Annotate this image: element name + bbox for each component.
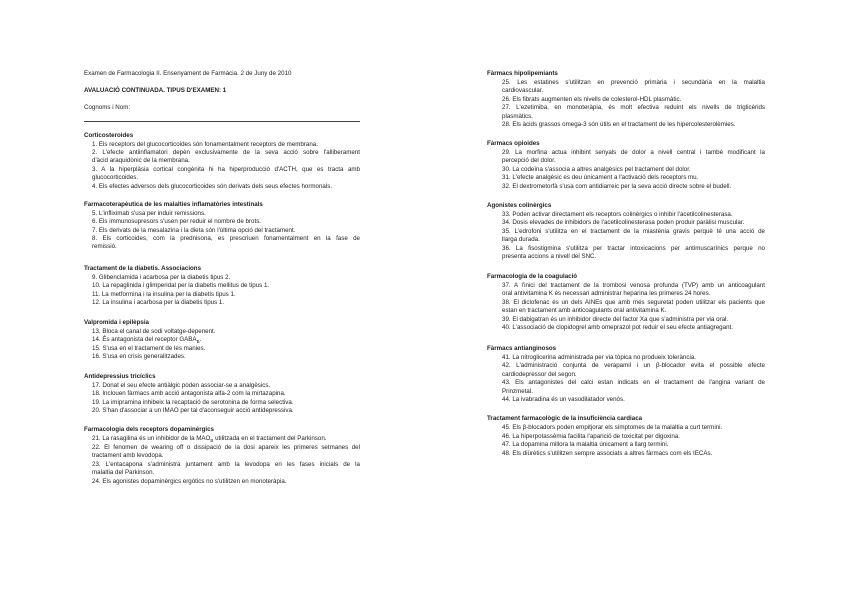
question-38-cont: estan en tractament amb anticoagulants oral antivitamina K. xyxy=(502,307,667,314)
question-21: 21. La rasagilina és un inhibidor de la $MAO_B$ utilitzada en el tractament del Parkinson. xyxy=(92,435,327,444)
section-title-opioides: Fàrmacs opioides xyxy=(487,140,540,147)
question-22-cont: tractament amb levodopa. xyxy=(92,452,164,459)
question-22: 22. El fenomen de wearing off o dissipació de la dosi apareix les primeres setmanes del xyxy=(92,444,360,451)
question-25: 25. Les estatines s'utilitzan en prevenció primària i secundària en la malaltia xyxy=(502,79,765,86)
question-35-cont: llarga durada. xyxy=(502,236,540,243)
section-title-corticosteroides: Corticosteroides xyxy=(84,132,134,139)
question-26: 26. Els fibrats augmenten els nivells de colesterol-HDL plasmàtic. xyxy=(502,96,682,103)
question-4: 4. Els efectes adversos dels glucocorticoides són derivats dels seus efectes hormonals. xyxy=(92,183,333,190)
question-36-cont: presenta accions a nivell del SNC. xyxy=(502,253,597,260)
question-31: 31. L'efecte analgèsic es deu únicament a l'activació dels receptors mu. xyxy=(502,174,699,181)
question-8-cont: remissió. xyxy=(92,243,117,250)
question-33: 33. Poden activar directament els receptors colinèrgics o inhibir l'acetilcolinesterasa. xyxy=(502,211,733,218)
question-18: 18. Inclouen fàrmacs amb acció antagonista alfa-2 com la mirtazapina. xyxy=(92,390,286,397)
question-1: 1. Els receptors del glucocorticoides són fonamentalment receptors de membrana. xyxy=(92,141,318,148)
evaluation-type: AVALUACIÓ CONTINUADA. TIPUS D'EXAMEN: 1 xyxy=(84,87,227,94)
question-37-cont: oral antivitamina K és necessari administrar heparina les primeres 24 hores. xyxy=(502,290,711,297)
name-label: Cognoms i Nom: xyxy=(84,104,131,111)
question-5: 5. L'infliximab s'usa per induir remissions. xyxy=(92,210,206,217)
section-title-coagulacio: Farmacologia de la coagulació xyxy=(487,273,578,280)
question-34: 34. Dosis elevades de inhibidors de l'acetilcolinesterasa poden produir paràlisi muscular. xyxy=(502,219,745,226)
question-3-cont: glucocorticoides. xyxy=(92,174,139,181)
question-24: 24. Els agonistes dopaminèrgics ergòtics no s'utilitzen en monoteràpia. xyxy=(92,478,287,485)
question-9: 9. Glibenclamida i acarbosa per la diabetis tipus 2. xyxy=(92,274,231,281)
question-8: 8. Els corticoides, com la prednisona, es prescriuen fonamentalment en la fase de xyxy=(92,235,360,242)
question-47: 47. La dopamina millora la malaltia únicament a llarg termini. xyxy=(502,441,669,448)
question-7: 7. Els derivats de la mesalazina i la dieta són l'última opció del tractament. xyxy=(92,227,296,234)
question-11: 11. La metformina i la insulina per la diabetis tipus 1. xyxy=(92,291,236,298)
question-23: 23. L'entacapona s'administra juntament amb la levodopa en les fases inicials de la xyxy=(92,461,360,468)
question-3: 3. A la hiperplàsia cortical congènita hi ha hiperproducció d'ACTH, que es tracta amb xyxy=(92,166,360,173)
section-title-antidepressius: Antidepressius tricíclics xyxy=(84,373,156,380)
question-14: 14. És antagonista del receptor $GABA_B$. xyxy=(92,336,202,345)
question-37: 37. A l'inici del tractament de la trombosi venosa profunda (TVP) amb un anticoagulant xyxy=(502,282,765,289)
question-42: 42. L'administració conjunta de verapamil i un β-blocador evita el possible efecte xyxy=(502,362,765,369)
question-16: 16. S'usa en crisis generalitzades. xyxy=(92,353,186,360)
question-2: 2. L'efecte antiinflamatori depèn exclusivamente de la seva acció sobre l'alliberament xyxy=(92,149,360,156)
section-title-diabetis: Tractament de la diabetis. Associacions xyxy=(84,265,202,272)
question-36: 36. La fisostigmina s'utilitza per tractar intoxicacions per antimuscarínics perque no xyxy=(502,245,765,252)
question-10: 10. La repaglinida i glimperidal per la diabetis mellitus de tipus 1. xyxy=(92,282,270,289)
question-13: 13. Bloca el canal de sodi voltatge-depenent. xyxy=(92,328,216,335)
question-27-cont: plasmàtics. xyxy=(502,113,533,120)
exam-header-line: Examen de Farmacologia II. Ensenyament de Farmàcia. 2 de Juny de 2010 xyxy=(84,70,292,77)
question-17: 17. Donat el seu efecte antiàlgic poden associar-se a analgèsics. xyxy=(92,382,271,389)
question-2-cont: d'àcid araquidònic de la membrana. xyxy=(92,157,190,164)
section-title-valpromida: Valpromida i epilèpsia xyxy=(84,319,149,326)
section-title-dopaminergics: Farmacologia dels receptors dopaminèrgics xyxy=(84,426,214,433)
question-6: 6. Els immunosupresors s'usen per reduir el nombre de brots. xyxy=(92,218,262,225)
question-40: 40. L'associació de clopidogrel amb omeprazol pot reduir el seu efecte antiagregant. xyxy=(502,324,733,331)
section-title-insuficiencia-cardiaca: Tractament farmacològic de la insuficiència cardiaca xyxy=(487,415,643,422)
question-32: 32. El dextrometorfà s'usa com antidiarreic per la seva acció directe sobre el budell. xyxy=(502,183,732,190)
question-19: 19. La imipramina inhibeix la recaptació de serotonina de forma selectiva. xyxy=(92,399,294,406)
question-29: 29. La morfina actua inhibint senyals de dolor a nivell central i també modificant la xyxy=(502,149,765,156)
question-45: 45. Els β-blocadors poden empitjorar els símptomes de la malaltia a curt termini. xyxy=(502,424,723,431)
question-15: 15. S'usa en el tractament de les manies. xyxy=(92,345,206,352)
name-underline xyxy=(84,121,360,122)
question-27: 27. L'ezetimiba, en monoteràpia, és molt efectiva reduint els nivells de triglicèrids xyxy=(502,104,765,111)
question-48: 48. Els diürètics s'utilitzen sempre associats a altres fàrmacs com els IECAs. xyxy=(502,450,713,457)
question-29-cont: percepció del dolor. xyxy=(502,157,556,164)
question-25-cont: cardiovascular. xyxy=(502,87,544,94)
question-23-cont: malaltia del Parkinson. xyxy=(92,469,155,476)
question-41: 41. La nitroglicerina administrada per via tòpica no produeix tolerància. xyxy=(502,354,696,361)
section-title-mii: Farmacoterapèutica de les malalties inflamatòries intestinals xyxy=(84,201,263,208)
question-43: 43. Els antagonistes del calci estan indicats en el tractament de l'angina variant de xyxy=(502,379,765,386)
question-30: 30. La codeïna s'associa a altres analgèsics pel tractament del dolor. xyxy=(502,166,691,173)
question-39: 39. El dabigatran és un inhibidor directe del factor Xa que s'administra per via oral. xyxy=(502,316,729,323)
section-title-hipolipemiants: Fàrmacs hipolipemiants xyxy=(487,70,558,77)
question-35: 35. L'edrofoni s'utilitza en el tractament de la miastènia gravis perquè té una acció de xyxy=(502,228,765,235)
question-38: 38. El diclofenac és un dels AINEs que amb més seguretat poden utilitzar els pacients que xyxy=(502,299,765,306)
question-12: 12. La insulina i acarbosa per la diabetis tipus 1. xyxy=(92,299,225,306)
question-46: 46. La hiperpotassèmia facilita l'aparició de toxicitat per digoxina. xyxy=(502,433,680,440)
question-28: 28. Els àcids grassos omega-3 són útils en el tractament de les hipercolesterolèmies. xyxy=(502,121,736,128)
section-title-colinergics: Agonistes colinèrgics xyxy=(487,202,552,209)
question-20: 20. S'han d'associar a un IMAO per tal d'aconseguir acció antidepressiva. xyxy=(92,407,294,414)
question-44: 44. La ivabradina és un vasodilatador venós. xyxy=(502,396,625,403)
question-42-cont: cardiodepressor del segon. xyxy=(502,371,577,378)
question-43-cont: Prinzmetal. xyxy=(502,388,533,395)
section-title-antianginosos: Fàrmacs antianginosos xyxy=(487,345,557,352)
